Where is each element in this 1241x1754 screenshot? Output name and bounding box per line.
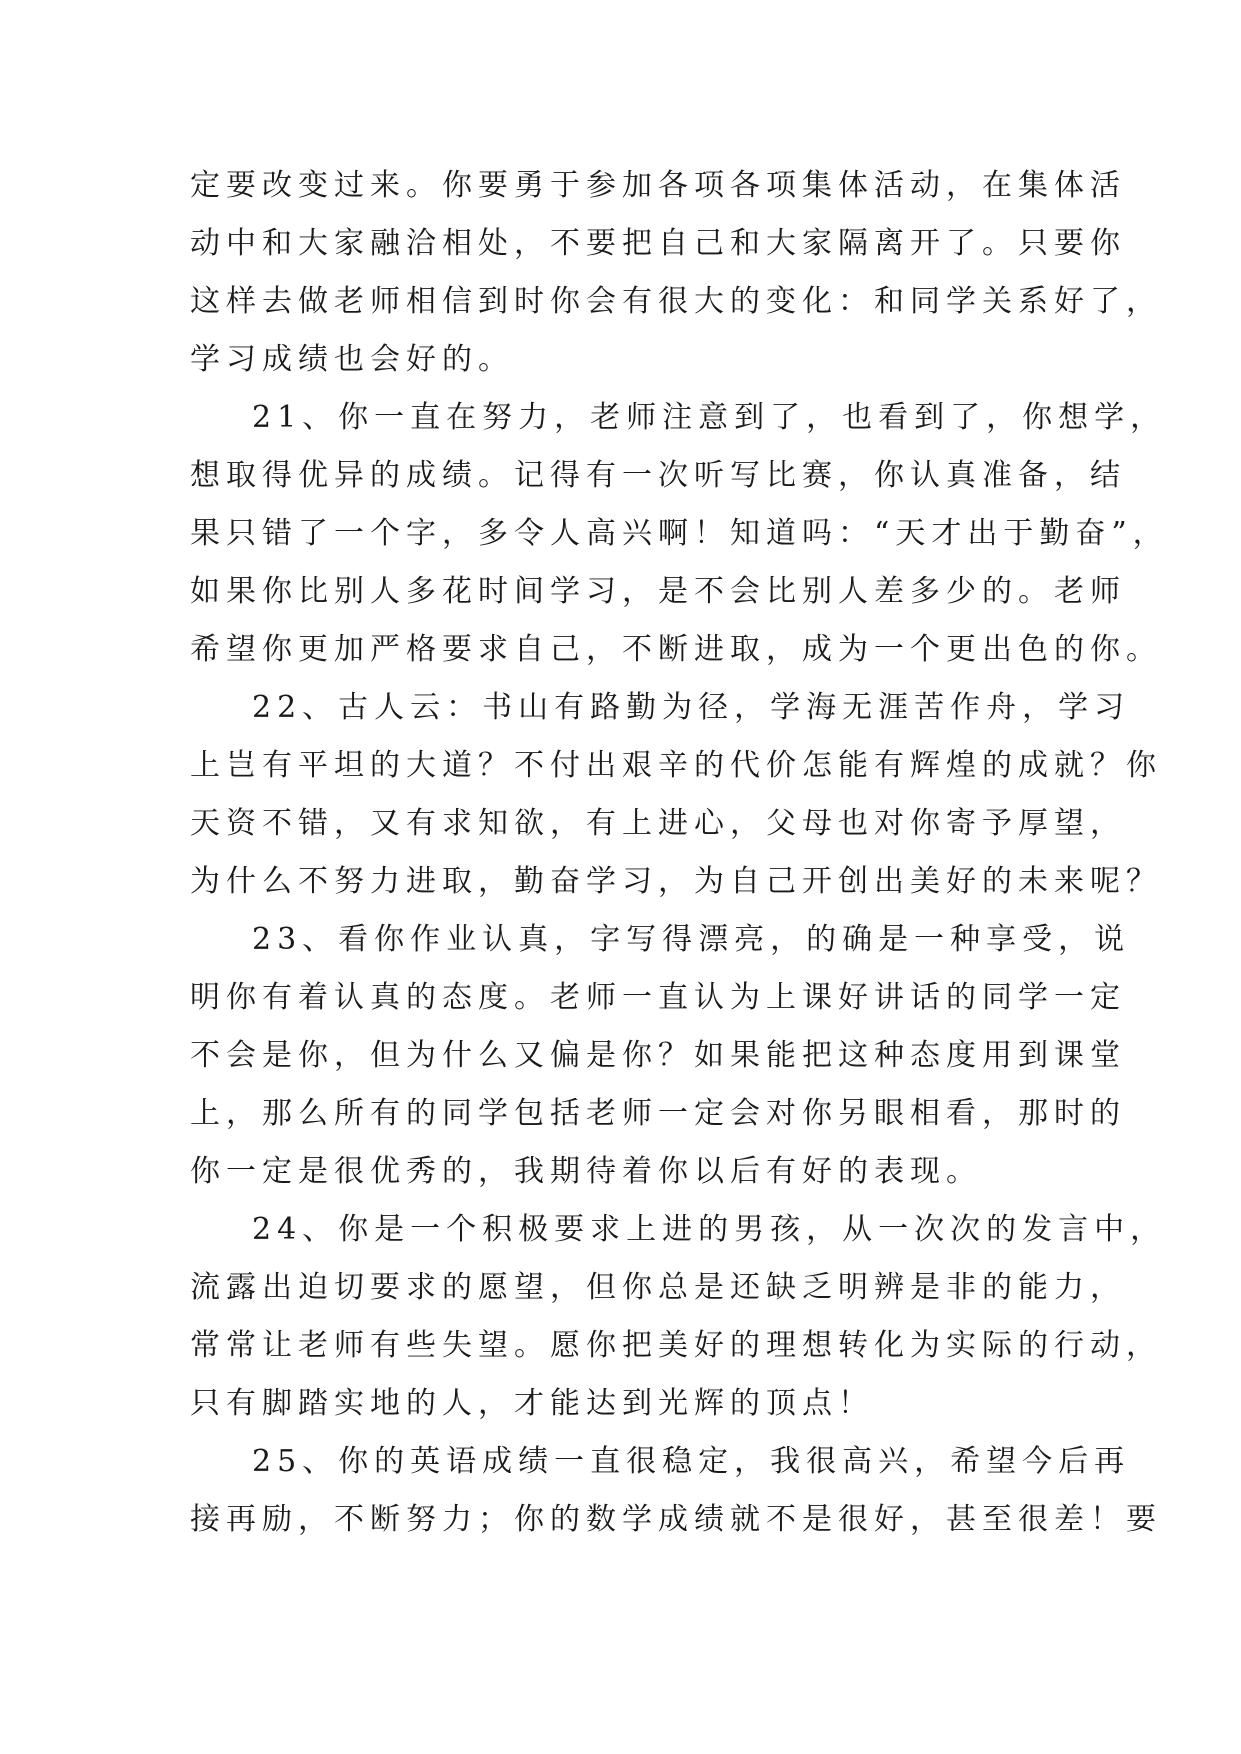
text-line: 只有脚踏实地的人，才能达到光辉的顶点！ (190, 1386, 874, 1421)
paragraph-start-23: 23、看你作业认真，字写得漂亮，的确是一种享受，说 (252, 922, 1131, 957)
text-line: 常常让老师有些失望。愿你把美好的理想转化为实际的行动， (190, 1328, 1162, 1363)
text-line: 想取得优异的成绩。记得有一次听写比赛，你认真准备，结 (190, 458, 1126, 493)
text-line: 如果你比别人多花时间学习，是不会比别人差多少的。老师 (190, 574, 1126, 609)
text-line: 希望你更加严格要求自己，不断进取，成为一个更出色的你。 (190, 632, 1162, 667)
text-line: 定要改变过来。你要勇于参加各项各项集体活动，在集体活 (190, 168, 1126, 203)
text-line: 不会是你，但为什么又偏是你？如果能把这种态度用到课堂 (190, 1038, 1126, 1073)
text-line: 明你有着认真的态度。老师一直认为上课好讲话的同学一定 (190, 980, 1126, 1015)
text-line: 果只错了一个字，多令人高兴啊！知道吗：“天才出于勤奋”， (190, 516, 1169, 551)
paragraph-start-25: 25、你的英语成绩一直很稳定，我很高兴，希望今后再 (252, 1444, 1131, 1479)
text-line: 上岂有平坦的大道？不付出艰辛的代价怎能有辉煌的成就？你 (190, 748, 1162, 783)
text-line: 动中和大家融洽相处，不要把自己和大家隔离开了。只要你 (190, 226, 1126, 261)
text-line: 上，那么所有的同学包括老师一定会对你另眼相看，那时的 (190, 1096, 1126, 1131)
paragraph-start-21: 21、你一直在努力，老师注意到了，也看到了，你想学， (252, 400, 1167, 435)
text-line: 你一定是很优秀的，我期待着你以后有好的表现。 (190, 1154, 982, 1189)
text-line: 接再励，不断努力；你的数学成绩就不是很好，甚至很差！要 (190, 1502, 1162, 1537)
paragraph-start-24: 24、你是一个积极要求上进的男孩，从一次次的发言中， (252, 1212, 1167, 1247)
text-line: 流露出迫切要求的愿望，但你总是还缺乏明辨是非的能力， (190, 1270, 1126, 1305)
text-line: 学习成绩也会好的。 (190, 342, 514, 377)
text-line: 天资不错，又有求知欲，有上进心，父母也对你寄予厚望， (190, 806, 1126, 841)
text-line: 为什么不努力进取，勤奋学习，为自己开创出美好的未来呢？ (190, 864, 1162, 899)
text-line: 这样去做老师相信到时你会有很大的变化：和同学关系好了， (190, 284, 1162, 319)
paragraph-start-22: 22、古人云：书山有路勤为径，学海无涯苦作舟，学习 (252, 690, 1131, 725)
